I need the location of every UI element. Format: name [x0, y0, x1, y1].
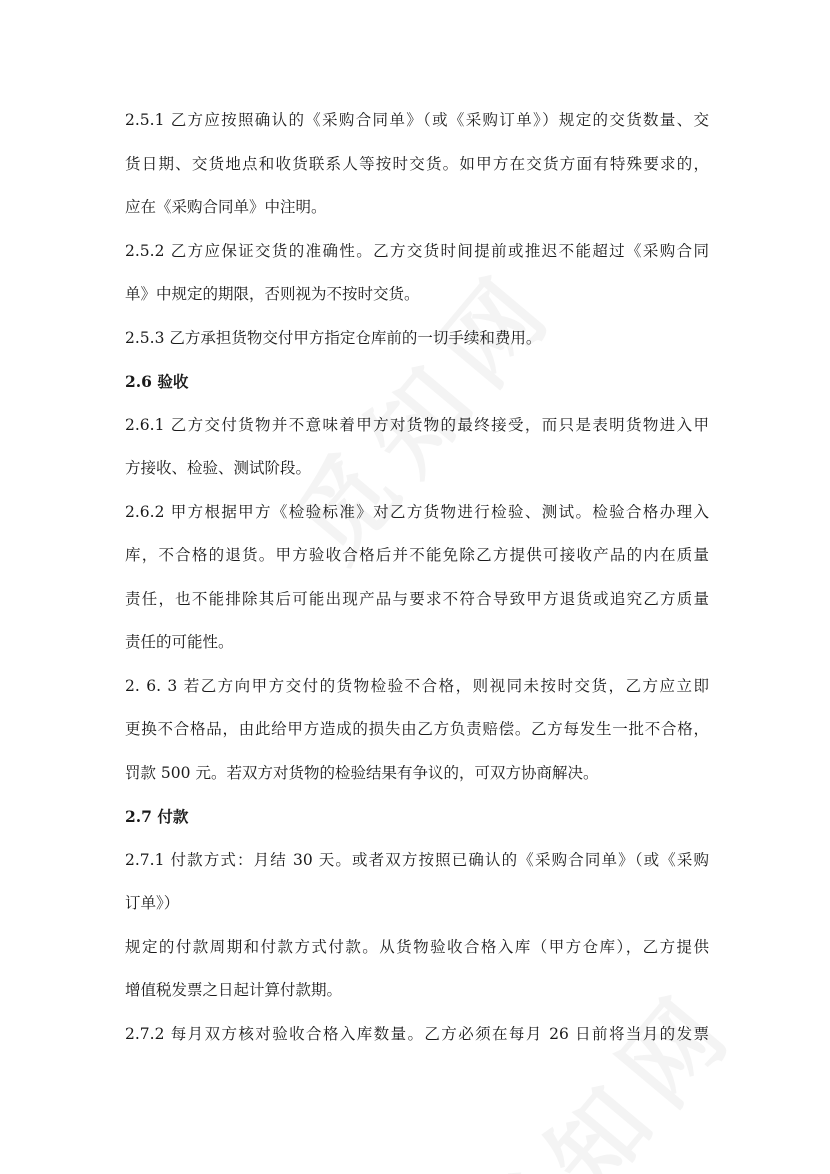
- section-heading: 2.7 付款: [125, 807, 189, 826]
- text-line: 增值税发票之日起计算付款期。: [125, 981, 343, 999]
- text-line: 规定的付款周期和付款方式付款。从货物验收合格入库（甲方仓库），乙方提供: [125, 937, 709, 956]
- text-line: 2.5.3 乙方承担货物交付甲方指定仓库前的一切手续和费用。: [125, 328, 542, 347]
- text-line: 罚款 500 元。若双方对货物的检验结果有争议的，可双方协商解决。: [125, 763, 599, 782]
- document-body: [125, 106, 709, 1063]
- text-line: 2. 6. 3 若乙方向甲方交付的货物检验不合格，则视同未按时交货，乙方应立即: [125, 676, 709, 695]
- text-line: 2.5.1 乙方应按照确认的《采购合同单》（或《采购订单》）规定的交货数量、交: [125, 111, 709, 129]
- text-line: 更换不合格品，由此给甲方造成的损失由乙方负责赔偿。乙方每发生一批不合格，: [125, 720, 709, 738]
- section-heading: 2.6 验收: [125, 372, 189, 391]
- text-line: 应在《采购合同单》中注明。: [125, 198, 327, 216]
- text-line: 单》中规定的期限，否则视为不按时交货。: [125, 285, 420, 303]
- text-line: 2.5.2 乙方应保证交货的准确性。乙方交货时间提前或推迟不能超过《采购合同: [125, 241, 709, 260]
- text-line: 订单》）: [125, 894, 180, 912]
- text-line: 2.6.2 甲方根据甲方《检验标准》对乙方货物进行检验、测试。检验合格办理入: [125, 502, 709, 521]
- text-line: 责任的可能性。: [125, 633, 234, 651]
- text-line: 2.7.2 每月双方核对验收合格入库数量。乙方必须在每月 26 日前将当月的发票: [125, 1024, 709, 1043]
- text-line: 库，不合格的退货。甲方验收合格后并不能免除乙方提供可接收产品的内在质量: [125, 546, 709, 564]
- text-line: 责任，也不能排除其后可能出现产品与要求不符合导致甲方退货或追究乙方质量: [125, 589, 709, 608]
- text-line: 方接收、检验、测试阶段。: [125, 459, 312, 477]
- text-line: 2.7.1 付款方式：月结 30 天。或者双方按照已确认的《采购合同单》（或《采购: [125, 850, 709, 869]
- text-line: 货日期、交货地点和收货联系人等按时交货。如甲方在交货方面有特殊要求的，: [125, 154, 709, 173]
- text-line: 2.6.1 乙方交付货物并不意味着甲方对货物的最终接受，而只是表明货物进入甲: [125, 415, 709, 434]
